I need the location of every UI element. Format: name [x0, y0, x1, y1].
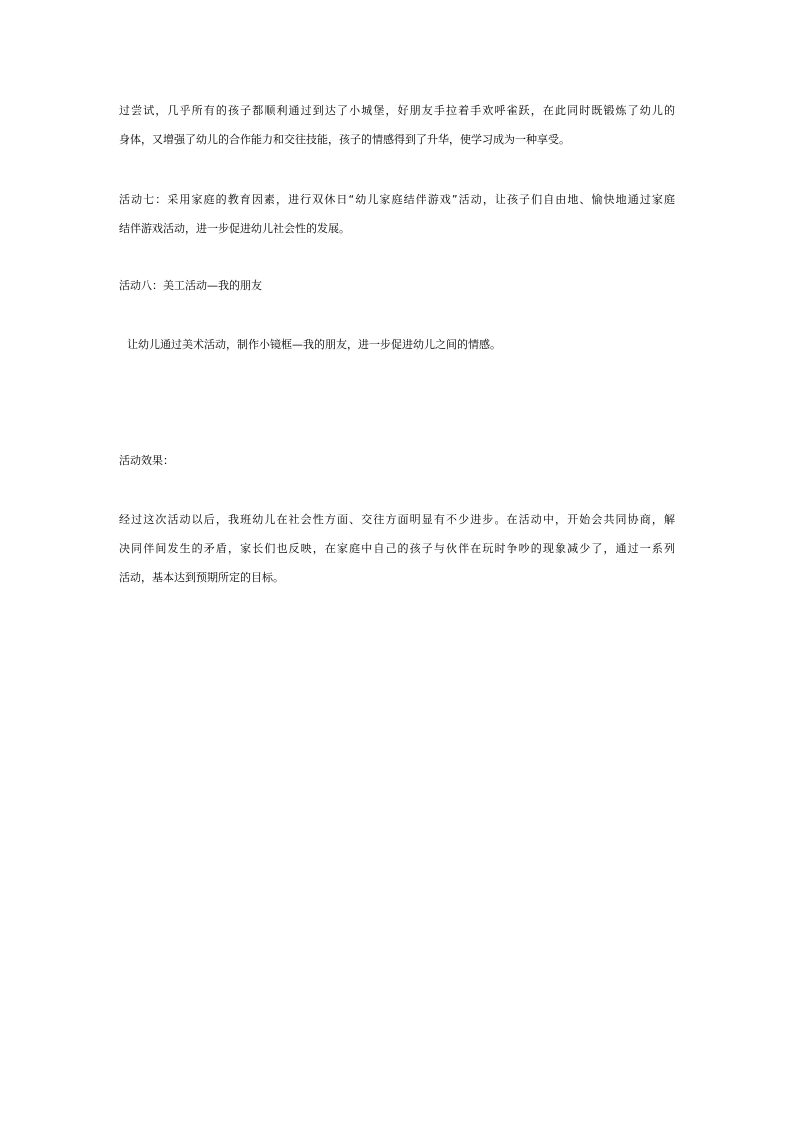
heading-activity-effect	[119, 446, 675, 475]
text-line: 经过这次活动以后，我班幼儿在社会性方面、交往方面明显有不少进步。在活动中，开始会共同协商，解	[119, 513, 675, 526]
text-line: 身体，又增强了幼儿的合作能力和交往技能，孩子的情感得到了升华，使学习成为一种享受。	[119, 133, 570, 146]
text-line: 过尝试，几乎所有的孩子都顺利通过到达了小城堡，好朋友手拉着手欢呼雀跃，在此同时既锻炼了幼儿的	[119, 104, 675, 117]
paragraph-activity-seven	[119, 185, 675, 243]
text-line: 让幼儿通过美术活动，制作小镜框—我的朋友，进一步促进幼儿之间的情感。	[127, 338, 501, 351]
paragraph-activity-eight-title	[119, 271, 675, 300]
paragraph-activity-effect	[119, 505, 675, 592]
text-line: 结伴游戏活动，进一步促进幼儿社会性的发展。	[119, 222, 350, 235]
paragraph-activity-eight-description	[127, 330, 683, 359]
paragraph-castle-result	[119, 96, 675, 154]
text-line: 决同伴间发生的矛盾，家长们也反映，在家庭中自己的孩子与伙伴在玩时争吵的现象减少了，通过一系列	[119, 542, 675, 555]
text-line: 活动，基本达到预期所定的目标。	[119, 571, 284, 584]
text-line: 活动七：采用家庭的教育因素，进行双休日“幼儿家庭结伴游戏”活动，让孩子们自由地、愉快地通过家庭	[119, 193, 675, 206]
text-line: 活动效果：	[119, 454, 174, 467]
text-line: 活动八：美工活动—我的朋友	[119, 279, 262, 292]
